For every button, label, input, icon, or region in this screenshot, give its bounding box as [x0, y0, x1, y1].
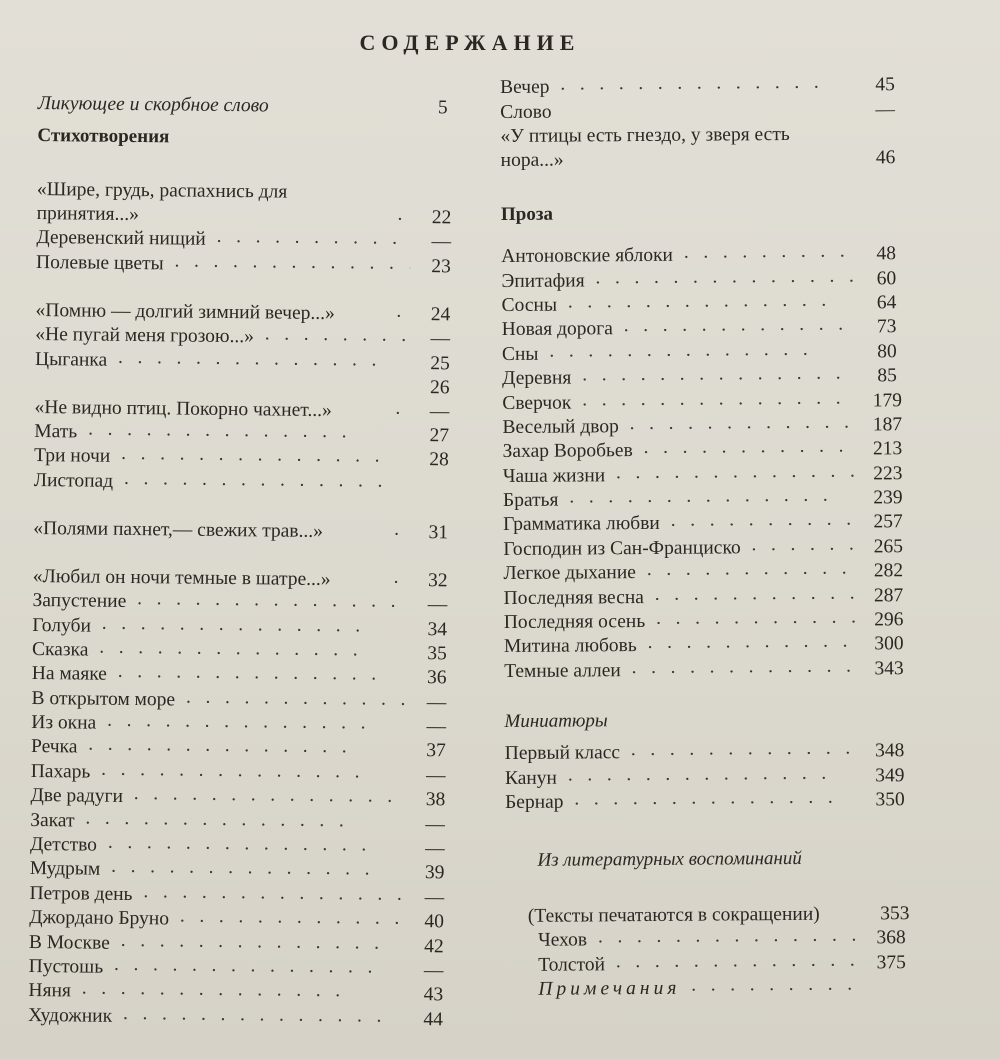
- page-number: 296: [874, 609, 904, 631]
- page-number: 31: [428, 521, 449, 544]
- entry-title: Пустошь: [28, 955, 104, 978]
- leader-dots: [611, 459, 857, 485]
- entry-title: Чехов: [537, 929, 588, 952]
- leader-dots: [563, 761, 859, 787]
- entry-title: В открытом море: [31, 687, 176, 711]
- entry-title: Детство: [29, 833, 98, 856]
- leader-dots: [260, 323, 410, 349]
- page-number: 46: [875, 147, 896, 169]
- entry-title: «Шире, грудь, распахнись для принятия...»: [36, 178, 288, 226]
- entry-title: Пахарь: [30, 760, 91, 783]
- entry-title: Цыганка: [34, 348, 108, 371]
- page-number: 42: [424, 935, 444, 957]
- page-number: 257: [873, 511, 903, 533]
- entry-title: Сказка: [31, 638, 89, 661]
- page-number: 45: [875, 74, 895, 96]
- entry-title: Грамматика любви: [503, 513, 660, 536]
- page-number: 187: [872, 414, 903, 436]
- leader-dots: [94, 636, 406, 663]
- leader-dots: [666, 508, 857, 533]
- page-number: 43: [423, 984, 444, 1006]
- entry-title: Мать: [34, 420, 78, 443]
- entry-title: Няня: [28, 980, 72, 1002]
- leader-dots: [555, 71, 854, 97]
- entry-title: Темные аллеи: [504, 659, 621, 682]
- page-number: 85: [877, 365, 897, 387]
- toc-entry: [34, 468, 464, 497]
- leader-dots: [577, 386, 856, 412]
- entry-title: Митина любовь: [503, 635, 637, 658]
- section-heading-miniatures: Миниатюры: [504, 710, 608, 732]
- page-number: 239: [873, 487, 903, 509]
- entry-title: Листопад: [33, 469, 114, 492]
- entry-title: Закат: [30, 809, 75, 832]
- page-number: 34: [427, 618, 448, 640]
- entry-title: «Не пугай меня грозою...»: [35, 324, 255, 348]
- page-number: 25: [430, 352, 450, 374]
- leader-dots: [650, 581, 858, 606]
- entry-title: Петров день: [29, 882, 133, 905]
- page-number: 353: [880, 903, 910, 925]
- leader-dots: [577, 362, 856, 388]
- page-number: 40: [424, 911, 445, 933]
- page-number: 35: [427, 643, 447, 665]
- leader-dots: [389, 517, 407, 541]
- page-number: 60: [876, 267, 897, 289]
- entry-title: Последняя осень: [503, 611, 646, 634]
- page-number: 26: [429, 376, 450, 398]
- toc-entry: [500, 98, 910, 125]
- toc-entry: [28, 1003, 458, 1032]
- leader-dots: [96, 758, 405, 785]
- page-number: 44: [423, 1008, 444, 1031]
- leader-dots: [642, 557, 858, 583]
- leader-dots: [389, 565, 407, 589]
- entry-title: Антоновские яблоки: [501, 244, 674, 268]
- entry-title: Сосны: [501, 294, 558, 316]
- entry-title: Веселый двор: [502, 416, 619, 438]
- leader-dots: [106, 855, 404, 882]
- entry-title: Запустение: [32, 590, 127, 613]
- entry-title: Эпитафия: [501, 269, 585, 292]
- entry-title: (Тексты печатаются в сокращении): [527, 903, 820, 927]
- entry-title: «Любил он ночи темные в шатре...»: [32, 565, 331, 590]
- toc-entry-intro: [38, 82, 468, 121]
- toc-entry: [500, 73, 910, 100]
- leader-dots: [175, 905, 403, 931]
- page-number: —: [429, 400, 450, 422]
- page-number: —: [426, 691, 447, 713]
- page-number: 73: [876, 316, 897, 338]
- leader-dots: [393, 203, 411, 227]
- page-number: —: [431, 231, 452, 253]
- page-number: —: [426, 716, 447, 738]
- leader-dots: [132, 587, 407, 614]
- leader-dots: [102, 709, 405, 736]
- leader-dots: [83, 417, 408, 444]
- leader-dots: [80, 806, 404, 833]
- leader-dots: [651, 606, 858, 631]
- entry-title: Последняя весна: [503, 586, 644, 609]
- entry-title: Слово: [500, 101, 552, 123]
- page-number: —: [425, 838, 445, 860]
- leader-dots: [391, 299, 409, 323]
- page-number: —: [424, 886, 445, 909]
- leader-dots: [643, 630, 858, 656]
- page-number: 282: [873, 560, 904, 582]
- page-number: —: [425, 764, 446, 787]
- toc-entry: [500, 122, 910, 173]
- page-number: 223: [873, 462, 903, 485]
- entry-title: Мудрым: [29, 858, 101, 881]
- entry-title: Ликующее и скорбное слово: [37, 92, 269, 117]
- page-number: —: [423, 960, 444, 982]
- leader-dots: [625, 410, 857, 436]
- entry-title: «Полями пахнет,— свежих трав...»: [33, 517, 324, 542]
- page-number: 27: [429, 425, 450, 447]
- entry-title: Полевые цветы: [36, 251, 164, 275]
- page-number: 48: [876, 243, 897, 265]
- page-title: СОДЕРЖАНИЕ: [359, 30, 581, 55]
- leader-dots: [77, 977, 403, 1004]
- toc-entry: [36, 178, 466, 231]
- entry-title: Джордано Бруно: [29, 907, 170, 930]
- leader-dots: [97, 611, 407, 638]
- right-column: [500, 73, 916, 1002]
- entry-title: Примечания: [538, 977, 681, 1000]
- section-heading-prose: Проза: [500, 203, 554, 225]
- page-number: 23: [431, 255, 451, 278]
- page-number: —: [430, 328, 451, 350]
- entry-title: Вечер: [500, 77, 550, 99]
- entry-title: Бернар: [504, 791, 564, 813]
- toc-entry: [33, 541, 463, 594]
- toc-entry: [35, 347, 465, 376]
- entry-title: Легкое дыхание: [503, 562, 636, 585]
- leader-dots: [212, 225, 411, 251]
- page-number: —: [427, 594, 448, 616]
- leader-dots: [593, 924, 860, 950]
- entry-title: Из окна: [31, 712, 97, 734]
- leader-dots: [390, 396, 408, 420]
- page-number: —: [875, 99, 896, 121]
- entry-title: Братья: [502, 489, 559, 512]
- page-number: 349: [875, 764, 905, 786]
- leader-dots: [116, 442, 408, 469]
- leader-dots: [181, 685, 406, 711]
- entry-title: Чаша жизни: [502, 464, 606, 487]
- page-number: 80: [877, 340, 897, 363]
- leader-dots: [747, 532, 858, 557]
- entry-title: Голуби: [32, 614, 92, 637]
- page-number: 368: [876, 927, 906, 949]
- toc-entry: [36, 250, 466, 279]
- entry-title: Первый класс: [504, 742, 621, 765]
- toc-entry: [506, 975, 916, 1002]
- leader-dots: [170, 249, 411, 276]
- page-number: 37: [426, 740, 446, 762]
- left-column: [28, 82, 468, 1032]
- entry-title: Толстой: [538, 954, 606, 976]
- entry-title: Захар Воробьев: [502, 440, 633, 463]
- entry-title: «У птицы есть гнездо, у зверя есть нора...»: [500, 123, 790, 171]
- entry-title: «Помню — долгий зимний вечер...»: [35, 299, 335, 324]
- leader-dots: [113, 660, 406, 687]
- leader-dots: [626, 737, 859, 763]
- entry-title: Господин из Сан-Франциско: [503, 537, 741, 560]
- toc-entry: [34, 372, 464, 425]
- leader-dots: [103, 831, 404, 858]
- page-number: 24: [430, 303, 451, 326]
- page-number: —: [425, 813, 446, 835]
- toc-entry: [506, 878, 916, 929]
- leader-dots: [639, 435, 857, 461]
- page-number: 28: [429, 449, 449, 471]
- page-number: 38: [425, 789, 446, 811]
- leader-dots: [129, 782, 405, 809]
- page-number: 375: [876, 951, 906, 974]
- page-number: 5: [437, 97, 448, 119]
- leader-dots: [116, 928, 403, 955]
- entry-title: Сны: [501, 343, 539, 365]
- page-number: 36: [426, 667, 447, 689]
- page-number: 64: [876, 292, 897, 314]
- toc-entry: [505, 788, 915, 815]
- entry-title: Речка: [30, 736, 78, 758]
- leader-dots: [119, 467, 408, 494]
- toc-entry: [35, 275, 465, 328]
- page-number: 213: [872, 438, 903, 460]
- leader-dots: [611, 948, 860, 974]
- entry-title: Деревенский нищий: [36, 227, 206, 251]
- leader-dots: [118, 1002, 402, 1029]
- leader-dots: [619, 313, 856, 339]
- leader-dots: [109, 953, 403, 980]
- leader-dots: [686, 973, 860, 998]
- entry-title: Новая дорога: [501, 318, 613, 341]
- leader-dots: [569, 785, 859, 811]
- page-number: 22: [431, 207, 452, 229]
- entry-title: Сверчок: [502, 392, 572, 414]
- page-number: 32: [427, 569, 448, 592]
- leader-dots: [138, 880, 403, 907]
- entry-title: Три ночи: [33, 445, 111, 468]
- leader-dots: [544, 337, 856, 363]
- page-number: 265: [873, 536, 903, 558]
- leader-dots: [563, 288, 856, 314]
- entry-title: Две радуги: [30, 785, 124, 808]
- entry-title: Художник: [28, 1004, 113, 1027]
- page-number: 348: [875, 740, 905, 762]
- toc-entry: [504, 657, 914, 684]
- page-number: 300: [874, 633, 904, 655]
- page-number: 287: [873, 584, 904, 607]
- entry-title: «Не видно птиц. Покорно чахнет...»: [34, 396, 332, 421]
- leader-dots: [83, 733, 405, 760]
- page-number: 39: [424, 862, 445, 884]
- section-heading-poems: Стихотворения: [37, 124, 170, 148]
- page-number: 179: [872, 389, 902, 411]
- leader-dots: [591, 264, 856, 290]
- entry-title: Канун: [504, 767, 558, 789]
- toc-entry: [33, 493, 463, 546]
- entry-title: В Москве: [28, 931, 110, 954]
- leader-dots: [679, 240, 855, 265]
- page-number: 343: [874, 658, 904, 680]
- page-number: 350: [875, 789, 905, 811]
- section-heading-memoirs: Из литературных воспоминаний: [537, 847, 802, 871]
- entry-title: На маяке: [31, 663, 108, 686]
- leader-dots: [113, 345, 409, 372]
- leader-dots: [564, 484, 857, 510]
- leader-dots: [627, 654, 859, 680]
- entry-title: Деревня: [502, 367, 572, 390]
